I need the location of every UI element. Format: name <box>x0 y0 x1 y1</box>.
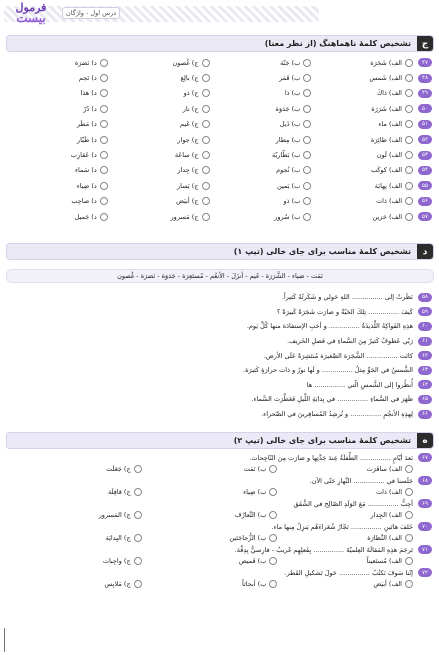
radio-button[interactable] <box>269 534 277 542</box>
option-b[interactable] <box>210 59 312 67</box>
section-d-questions <box>6 290 432 421</box>
question-number: ۶۷ <box>418 453 432 462</box>
question-text: الشَّمسُ في الجَوِّ مِثلُ ............... و لَها نورٌ و ذات حرارَةٍ كَثيرَة. <box>243 366 413 375</box>
option-d[interactable] <box>6 166 108 174</box>
radio-button[interactable] <box>100 213 108 221</box>
option-c[interactable] <box>6 557 142 565</box>
section-d-title: تشخیص کلمهٔ مناسب برای جای خالی (تیپ ۱) <box>233 247 411 256</box>
question-number: ۵۱ <box>418 120 432 129</box>
question-row <box>6 544 432 555</box>
option-d[interactable] <box>6 182 108 190</box>
radio-button[interactable] <box>100 182 108 190</box>
option-label: الف) شَمس <box>369 74 402 83</box>
option-c[interactable] <box>108 59 210 67</box>
option-label: ج) مَسرور <box>170 212 199 221</box>
radio-button[interactable] <box>134 465 142 473</box>
option-c[interactable] <box>108 213 210 221</box>
option-b[interactable] <box>210 213 312 221</box>
radio-button[interactable] <box>405 197 413 205</box>
option-b[interactable] <box>142 557 278 565</box>
option-c[interactable] <box>108 166 210 174</box>
question-row <box>6 132 432 147</box>
option-label: د) مَطَر <box>76 120 97 129</box>
radio-button[interactable] <box>303 151 311 159</box>
radio-button[interactable] <box>405 136 413 144</box>
radio-button[interactable] <box>303 197 311 205</box>
option-a[interactable] <box>311 74 413 82</box>
option-label: ج) قافِلَة <box>108 488 131 496</box>
question-number: ۵۳ <box>418 151 432 160</box>
question-number: ۶۳ <box>418 366 432 375</box>
option-label: ج) واجِبات <box>102 557 131 565</box>
radio-button[interactable] <box>405 166 413 174</box>
question-row <box>6 70 432 85</box>
option-label: الف) شَرَرَة <box>371 104 402 113</box>
radio-button[interactable] <box>202 120 210 128</box>
question-number: ۴۸ <box>418 74 432 83</box>
question-text: أحِبُّ ............... مَعَ الوَلَدِ الصّالِح في الشَّفَق <box>293 499 413 508</box>
option-label: الف) حَزين <box>372 212 402 221</box>
option-label: ب) نَمَت <box>243 465 267 473</box>
option-label: ب) سُرور <box>274 212 301 221</box>
question-text: بَعدَ أيّامٍ ............... الطِّفلَةُ عِندَ جَدَّتِها و صارَت مِنَ النّاجِحات. <box>249 453 413 462</box>
option-b[interactable] <box>142 580 278 588</box>
fill-blank-row <box>6 348 432 363</box>
question-number: ۵۲ <box>418 135 432 144</box>
margin-line <box>4 628 5 652</box>
radio-button[interactable] <box>100 74 108 82</box>
option-b[interactable] <box>210 136 312 144</box>
radio-button[interactable] <box>269 465 277 473</box>
question-number: ۶۹ <box>418 499 432 508</box>
question-number: ۵۹ <box>418 307 432 316</box>
option-d[interactable] <box>6 74 108 82</box>
question-text: رَبّي عَطوفٌ كَثيرٌ مِنَ السَّماءِ في فَصلِ الخَريف. <box>287 337 413 346</box>
option-c[interactable] <box>108 182 210 190</box>
option-a[interactable] <box>277 534 413 542</box>
option-label: ج) المَسرور <box>98 511 131 519</box>
fill-blank-row <box>6 334 432 349</box>
fill-blank-row <box>6 378 432 393</box>
option-a[interactable] <box>311 59 413 67</box>
question-number: ۵۶ <box>418 197 432 206</box>
radio-button[interactable] <box>202 151 210 159</box>
option-a[interactable] <box>311 151 413 159</box>
options-row <box>6 578 432 590</box>
option-label: الف) نِهايَة <box>374 181 402 190</box>
radio-button[interactable] <box>202 197 210 205</box>
option-c[interactable] <box>108 120 210 128</box>
question-number: ۶۴ <box>418 380 432 389</box>
logo-bottom-text: بیست <box>16 11 46 25</box>
option-b[interactable] <box>210 120 312 128</box>
option-label: ج) البِدايَة <box>105 534 131 542</box>
radio-button[interactable] <box>100 151 108 159</box>
fill-blank-row <box>6 392 432 407</box>
option-label: الف) ذات <box>376 488 402 496</box>
section-h-number: ه <box>417 433 433 448</box>
option-b[interactable] <box>210 166 312 174</box>
option-a[interactable] <box>311 105 413 113</box>
option-label: ج) مَلابِس <box>104 580 131 588</box>
question-number: ۶۵ <box>418 395 432 404</box>
question-number: ۷۲ <box>418 568 432 577</box>
option-c[interactable] <box>108 89 210 97</box>
question-row <box>6 498 432 509</box>
option-label: الف) طائِرَة <box>370 135 402 144</box>
option-label: الف) لَون <box>376 151 402 160</box>
radio-button[interactable] <box>134 511 142 519</box>
option-a[interactable] <box>311 136 413 144</box>
option-label: د) نَجم <box>78 74 97 83</box>
radio-button[interactable] <box>134 580 142 588</box>
option-a[interactable] <box>277 465 413 473</box>
option-b[interactable] <box>210 105 312 113</box>
fill-blank-row <box>6 290 432 305</box>
radio-button[interactable] <box>202 74 210 82</box>
question-row <box>6 178 432 193</box>
question-number: ۵۴ <box>418 166 432 175</box>
option-c[interactable] <box>108 151 210 159</box>
question-text: خَلفَ هاتَينِ ............... نَجّارٌ شُعَراءَهُم يَنزِلُ مِنها ماء. <box>271 522 413 531</box>
option-label: د) نَضرَة <box>74 58 97 67</box>
option-label: ب) ذو <box>283 197 301 206</box>
question-number: ۶۱ <box>418 337 432 346</box>
question-row <box>6 163 432 178</box>
option-label: ب) ذَيل <box>279 120 301 129</box>
option-label: ب) أبحاثاً <box>242 580 267 588</box>
radio-button[interactable] <box>100 197 108 205</box>
question-row <box>6 194 432 209</box>
option-label: ب) جَذوَة <box>275 104 301 113</box>
radio-button[interactable] <box>405 59 413 67</box>
radio-button[interactable] <box>303 182 311 190</box>
radio-button[interactable] <box>202 89 210 97</box>
option-c[interactable] <box>6 534 142 542</box>
option-b[interactable] <box>142 511 278 519</box>
option-label: ج) جوار <box>177 135 199 144</box>
radio-button[interactable] <box>134 557 142 565</box>
option-label: د) هذا <box>80 89 97 98</box>
option-label: الف) سافَرَت <box>366 465 402 473</box>
option-a[interactable] <box>277 511 413 519</box>
option-c[interactable] <box>108 197 210 205</box>
question-text: هذِهِ الفَواكِهُ اللَّذيذَةُ ............... و أخبِ الإستفادَة منها كُلَّ يَوم. <box>246 322 413 331</box>
section-h-header <box>6 432 434 449</box>
question-text: نَظَرتُ إلى ............... اللهِ حَولي و شَكَرتُهُ كَثيراً. <box>281 293 413 302</box>
option-d[interactable] <box>6 197 108 205</box>
section-c-header <box>6 35 434 52</box>
question-row <box>6 147 432 162</box>
question-text: كَيفَ ............... تِلكَ الحَبّةُ و صارَت شَجَرَةً كَبيرَةً ؟ <box>276 307 413 316</box>
radio-button[interactable] <box>303 213 311 221</box>
radio-button[interactable] <box>269 488 277 496</box>
question-number: ۷۱ <box>418 545 432 554</box>
option-a[interactable] <box>311 166 413 174</box>
fill-blank-row <box>6 407 432 422</box>
option-label: ب) نُجوم <box>276 166 301 175</box>
option-label: الف) أبيَض <box>373 580 402 588</box>
option-label: ج) بالِغ <box>180 74 199 83</box>
radio-button[interactable] <box>202 59 210 67</box>
option-label: د) دُرّ <box>83 104 97 113</box>
options-row <box>6 532 432 544</box>
radio-button[interactable] <box>405 213 413 221</box>
radio-button[interactable] <box>202 166 210 174</box>
radio-button[interactable] <box>303 105 311 113</box>
radio-button[interactable] <box>405 182 413 190</box>
radio-button[interactable] <box>405 580 413 588</box>
option-label: الف) ذاكَ <box>376 89 402 98</box>
question-row <box>6 55 432 70</box>
option-b[interactable] <box>142 465 278 473</box>
option-c[interactable] <box>6 580 142 588</box>
option-b[interactable] <box>142 534 278 542</box>
option-b[interactable] <box>210 151 312 159</box>
radio-button[interactable] <box>202 213 210 221</box>
option-d[interactable] <box>6 105 108 113</box>
option-label: ج) غُصون <box>172 58 199 67</box>
radio-button[interactable] <box>134 534 142 542</box>
radio-button[interactable] <box>269 557 277 565</box>
question-number: ۶۶ <box>418 410 432 419</box>
option-label: ج) غَيم <box>180 120 199 129</box>
fill-blank-row <box>6 363 432 378</box>
radio-button[interactable] <box>405 511 413 519</box>
fill-blank-row <box>6 305 432 320</box>
option-label: ب) جَنّة <box>280 58 301 67</box>
radio-button[interactable] <box>303 136 311 144</box>
question-text: إنّنا سَوفَ نَكتُبُ ............... حَولَ تَشكيلِ القَطر. <box>284 568 413 577</box>
question-number: ۵۵ <box>418 181 432 190</box>
radio-button[interactable] <box>100 105 108 113</box>
question-row <box>6 452 432 463</box>
option-b[interactable] <box>210 197 312 205</box>
option-label: د) جَميل <box>74 212 97 221</box>
question-text: كانَت ............... الشَّجَرَة الصَّغيرَة مُنتَشِرَةً عَلَى الأرض. <box>263 351 413 360</box>
question-text: ظَهَرَ في السَّماءِ ............... في بِدايَةِ اللَّيلِ فَعَطَّرَت السَّماء. <box>251 395 413 404</box>
radio-button[interactable] <box>405 557 413 565</box>
option-d[interactable] <box>6 59 108 67</box>
option-label: ج) جِدار <box>177 166 199 175</box>
fill-blank-row <box>6 319 432 334</box>
option-a[interactable] <box>311 182 413 190</box>
page-header <box>0 0 439 28</box>
question-number: ۴۹ <box>418 89 432 98</box>
option-label: د) ضِياء <box>76 181 97 190</box>
section-d-header <box>6 243 434 260</box>
question-number: ۵۰ <box>418 104 432 113</box>
option-label: الف) النَّظارَة <box>367 534 402 542</box>
question-number: ۵۷ <box>418 212 432 221</box>
option-d[interactable] <box>6 213 108 221</box>
option-label: ب) ضِياء <box>243 488 267 496</box>
question-number: ۵۸ <box>418 293 432 302</box>
option-c[interactable] <box>108 136 210 144</box>
option-label: ب) يَمين <box>277 181 301 190</box>
option-label: الف) ذات <box>376 197 402 206</box>
question-text: تَرجَمَ هذِهِ المَقالَةَ العِلميّةَ ............... بِفَعلِهِم غَريبٌ - فارِسيٌّ بِدِقَّة. <box>234 545 413 554</box>
option-label: ج) نار <box>182 104 199 113</box>
option-a[interactable] <box>277 557 413 565</box>
lesson-label: درس اول - واژگان <box>62 7 120 19</box>
option-label: الف) الجِدار <box>370 511 402 519</box>
options-row <box>6 509 432 521</box>
option-label: ب) الزُّجاجَتَين <box>229 534 267 542</box>
question-number: ۷۰ <box>418 522 432 531</box>
option-a[interactable] <box>277 488 413 496</box>
option-label: ج) جَعَلَت <box>106 465 131 473</box>
radio-button[interactable] <box>405 74 413 82</box>
question-number: ۴۷ <box>418 58 432 67</box>
radio-button[interactable] <box>202 105 210 113</box>
radio-button[interactable] <box>405 120 413 128</box>
option-d[interactable] <box>6 89 108 97</box>
radio-button[interactable] <box>100 89 108 97</box>
radio-button[interactable] <box>405 488 413 496</box>
radio-button[interactable] <box>405 105 413 113</box>
option-label: الف) شَجَرَة <box>370 58 402 67</box>
option-label: ب) ذا <box>284 89 301 98</box>
radio-button[interactable] <box>303 166 311 174</box>
question-row <box>6 475 432 486</box>
question-row <box>6 101 432 116</box>
option-b[interactable] <box>210 182 312 190</box>
option-c[interactable] <box>6 511 142 519</box>
option-a[interactable] <box>311 213 413 221</box>
question-text: أُنظُروا إلى الشَّمسِ الّتي ............... ها <box>306 380 413 389</box>
options-row <box>6 555 432 567</box>
radio-button[interactable] <box>100 59 108 67</box>
question-text: لِهذِهِ الأنجُمِ ............... و تُرشِدُ المُسافِرينَ في الصَّحراء. <box>261 410 413 419</box>
option-d[interactable] <box>6 136 108 144</box>
option-label: ب) قَمَر <box>279 74 301 83</box>
question-row <box>6 86 432 101</box>
option-c[interactable] <box>108 74 210 82</box>
radio-button[interactable] <box>202 136 210 144</box>
radio-button[interactable] <box>303 59 311 67</box>
section-h-questions <box>6 452 432 590</box>
section-c-questions <box>6 55 432 224</box>
option-label: د) سَماء <box>75 166 97 175</box>
option-label: ج) ذو <box>183 89 199 98</box>
radio-button[interactable] <box>303 89 311 97</box>
question-text: جَلَسنا في ............... النَّهارِ حَتّى الآن. <box>309 476 413 485</box>
option-label: د) صاحِب <box>71 197 97 206</box>
option-label: ب) بَطّاريّة <box>271 151 301 160</box>
option-label: الف) مُستَعيناً <box>366 557 402 565</box>
question-row <box>6 567 432 578</box>
option-label: ب) قَميص <box>238 557 267 565</box>
options-row <box>6 463 432 475</box>
option-c[interactable] <box>6 465 142 473</box>
radio-button[interactable] <box>269 511 277 519</box>
option-c[interactable] <box>108 105 210 113</box>
option-label: د) طَيّار <box>76 135 97 144</box>
question-number: ۶۸ <box>418 476 432 485</box>
option-label: ج) أبيَض <box>176 197 199 206</box>
section-c-number: ج <box>417 36 433 51</box>
radio-button[interactable] <box>303 120 311 128</box>
radio-button[interactable] <box>100 166 108 174</box>
section-d-number: د <box>417 244 433 259</box>
option-d[interactable] <box>6 151 108 159</box>
question-row <box>6 521 432 532</box>
option-d[interactable] <box>6 120 108 128</box>
word-bank: نَمَت - ضياء - الشَّرَرَة - غَيم - أنزَلَ - الأنعُم - مُستَعِرَة - جَذوَة - نَضرَة - غُصون <box>6 269 434 283</box>
logo-top-text: فرمول <box>15 1 47 14</box>
radio-button[interactable] <box>134 488 142 496</box>
option-b[interactable] <box>210 89 312 97</box>
option-a[interactable] <box>311 89 413 97</box>
option-label: ج) ساعَة <box>174 151 199 160</box>
option-a[interactable] <box>311 120 413 128</box>
section-h-title: تشخیص کلمهٔ مناسب برای جای خالی (تیپ ۲) <box>233 436 411 445</box>
question-row <box>6 117 432 132</box>
option-label: ج) يَسار <box>176 181 199 190</box>
radio-button[interactable] <box>405 151 413 159</box>
option-a[interactable] <box>277 580 413 588</box>
option-a[interactable] <box>311 197 413 205</box>
options-row <box>6 486 432 498</box>
question-number: ۶۰ <box>418 322 432 331</box>
option-label: الف) كوكَب <box>370 166 402 175</box>
option-label: ب) التَّعارُف <box>234 511 267 519</box>
radio-button[interactable] <box>269 580 277 588</box>
radio-button[interactable] <box>202 182 210 190</box>
radio-button[interactable] <box>405 89 413 97</box>
option-label: الف) ماء <box>378 120 402 129</box>
radio-button[interactable] <box>100 136 108 144</box>
option-c[interactable] <box>6 488 142 496</box>
section-c-title: تشخیص کلمهٔ ناهماهنگ (از نظر معنا) <box>264 39 411 48</box>
option-label: د) عَقارِب <box>70 151 97 160</box>
option-label: ب) مِطار <box>275 135 301 144</box>
question-number: ۶۲ <box>418 351 432 360</box>
option-b[interactable] <box>210 74 312 82</box>
radio-button[interactable] <box>405 534 413 542</box>
brand-logo <box>3 2 59 26</box>
radio-button[interactable] <box>100 120 108 128</box>
question-row <box>6 209 432 224</box>
radio-button[interactable] <box>405 465 413 473</box>
radio-button[interactable] <box>303 74 311 82</box>
option-b[interactable] <box>142 488 278 496</box>
